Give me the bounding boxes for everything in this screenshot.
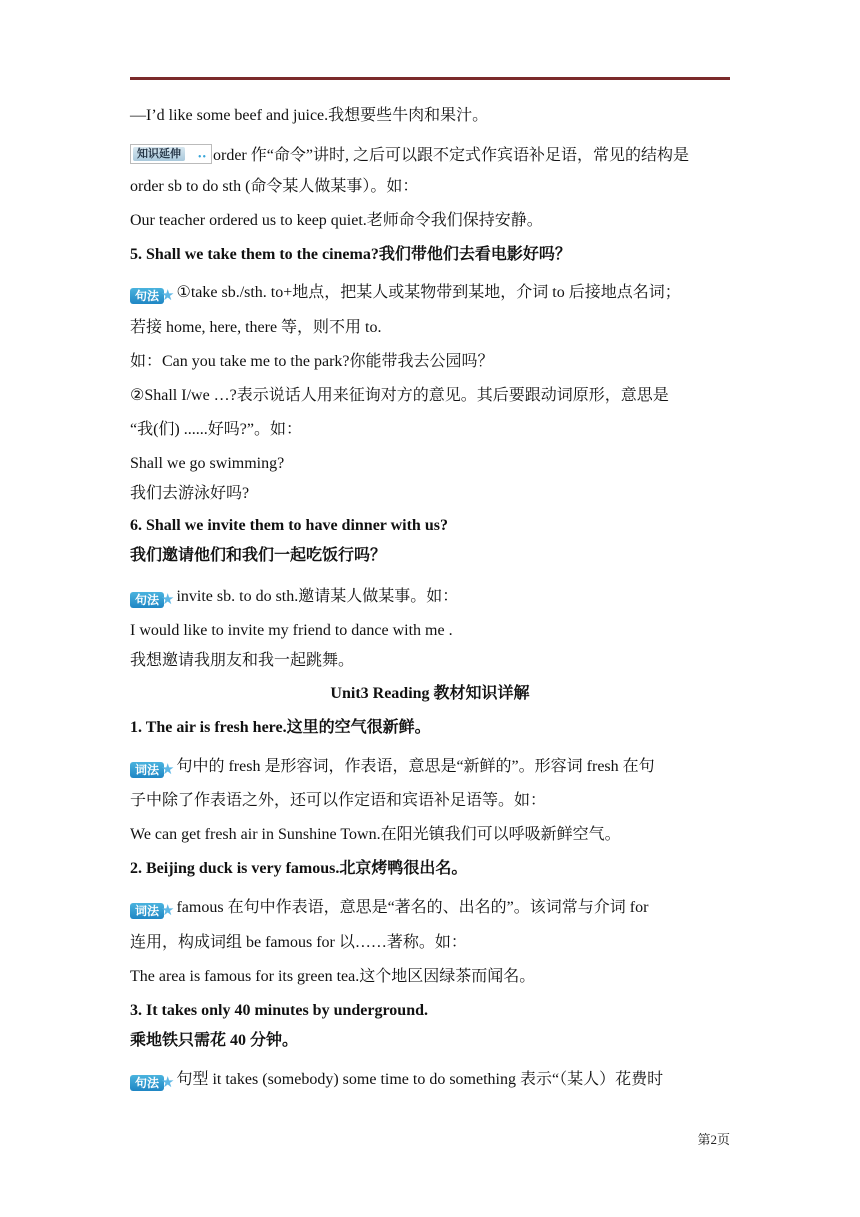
- section-heading: 5. Shall we take them to the cinema?我们带他们去看电影好吗？: [130, 246, 571, 263]
- text-line: 词法 ★ famous 在句中作表语，意思是“著名的、出名的”。该词常与介词 for: [130, 899, 648, 920]
- text-line: 连用，构成词组 be famous for 以……著称。如：: [130, 934, 467, 951]
- text-line: 如：Can you take me to the park?你能带我去公园吗？: [130, 353, 494, 370]
- page-number: 第2页: [697, 1132, 730, 1147]
- sentence-tag: 句法 ★: [130, 286, 174, 305]
- section-heading: 2. Beijing duck is very famous.北京烤鸭很出名。: [130, 860, 468, 877]
- word-tag: 词法 ★: [130, 901, 174, 920]
- text-line: 子中除了作表语之外，还可以作定语和宾语补足语等。如：: [130, 792, 547, 809]
- section-heading: 乘地铁只需花 40 分钟。: [130, 1032, 299, 1049]
- text-line: The area is famous for its green tea.这个地区因绿茶而闻名。: [130, 968, 536, 985]
- knowledge-extension-tag: 知识延伸 ••: [130, 144, 212, 164]
- text-line: Our teacher ordered us to keep quiet.老师命令我们保持安静。: [130, 212, 543, 229]
- text-line: “我(们) ......好吗?”。如：: [130, 421, 302, 438]
- text-line: 我想邀请我朋友和我一起跳舞。: [130, 652, 355, 669]
- section-heading: 我们邀请他们和我们一起吃饭行吗？: [130, 547, 387, 564]
- text-line: 句法 ★ invite sb. to do sth.邀请某人做某事。如：: [130, 588, 458, 609]
- text-line: We can get fresh air in Sunshine Town.在阳光镇我们可以呼吸新鲜空气。: [130, 826, 621, 843]
- sentence-tag: 句法 ★: [130, 1073, 174, 1092]
- header-rule: [130, 77, 730, 80]
- section-heading: 3. It takes only 40 minutes by underground.: [130, 1002, 428, 1019]
- text-line: 词法 ★ 句中的 fresh 是形容词，作表语，意思是“新鲜的”。形容词 fresh 在句: [130, 758, 655, 779]
- text-line: ②Shall I/we …?表示说话人用来征询对方的意见。其后要跟动词原形，意思是: [130, 387, 669, 404]
- text-line: 我们去游泳好吗?: [130, 485, 250, 502]
- word-tag: 词法 ★: [130, 760, 174, 779]
- text-line: order sb to do sth (命令某人做某事）。如：: [130, 178, 419, 195]
- text-line: I would like to invite my friend to dance with me .: [130, 622, 453, 639]
- section-heading: 1. The air is fresh here.这里的空气很新鲜。: [130, 719, 431, 736]
- text-line: 若接 home, here, there 等，则不用 to.: [130, 319, 382, 336]
- sentence-tag: 句法 ★: [130, 590, 174, 609]
- section-heading: 6. Shall we invite them to have dinner with us?: [130, 517, 448, 534]
- text-line: 知识延伸 •• order 作“命令”讲时, 之后可以跟不定式作宾语补足语，常见的结构是: [130, 144, 689, 165]
- text-line: Shall we go swimming?: [130, 455, 285, 472]
- text-line: 句法 ★ 句型 it takes (somebody) some time to do something 表示“（某人）花费时: [130, 1071, 663, 1092]
- text-line: 句法 ★ ①take sb./sth. to+地点，把某人或某物带到某地，介词 to 后接地点名词；: [130, 284, 681, 305]
- text-line: —I’d like some beef and juice.我想要些牛肉和果汁。: [130, 107, 489, 124]
- section-title: Unit3 Reading 教材知识详解: [330, 685, 530, 702]
